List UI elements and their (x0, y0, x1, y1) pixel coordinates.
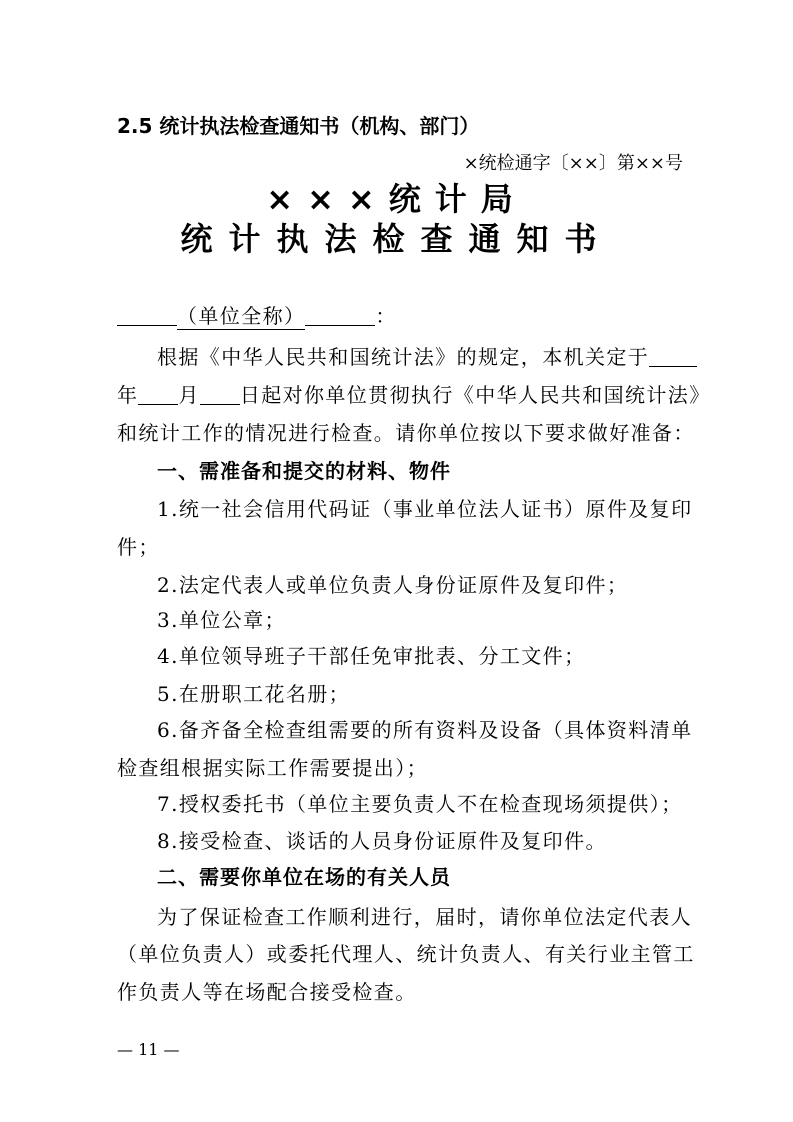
para1-text-a: 根据《中华人民共和国统计法》的规定，本机关定于 (157, 345, 650, 369)
para2-line1: 为了保证检查工作顺利进行，届时，请你单位法定代表人 (157, 905, 692, 929)
day-blank (200, 384, 240, 405)
list-item-6b: 检查组根据实际工作需要提出）； (117, 756, 428, 780)
addressee-colon: ： (375, 304, 397, 328)
para1-line1 (157, 341, 697, 370)
document-number: ×统检通字〔××〕第××号 (463, 153, 683, 174)
addressee-blank-left (117, 305, 177, 326)
addressee-placeholder: （单位全称） (177, 300, 305, 330)
para2-line3: 作负责人等在场配合接受检查。 (117, 980, 417, 1004)
addressee-blank-right (305, 305, 375, 326)
date-blank-day-start (649, 346, 697, 367)
list-item-4: 4.单位领导班子干部任免审批表、分工文件； (157, 644, 586, 668)
year-label: 年 (117, 383, 139, 407)
para1-line3: 和统计工作的情况进行检查。请你单位按以下要求做好准备： (117, 421, 695, 445)
list-item-1b: 件； (117, 535, 160, 559)
list-item-7: 7.授权委托书（单位主要负责人不在检查现场须提供）； (157, 792, 683, 816)
section-heading: 2.5 统计执法检查通知书（机构、部门） (117, 114, 480, 138)
para2-line2: （单位负责人）或委托代理人、统计负责人、有关行业主管工 (117, 942, 695, 966)
list-item-5: 5.在册职工花名册； (157, 682, 351, 706)
list-item-3: 3.单位公章； (157, 608, 286, 632)
month-blank (138, 384, 178, 405)
heading-personnel: 二、需要你单位在场的有关人员 (157, 865, 451, 889)
addressee-line (117, 300, 397, 330)
list-item-2: 2.法定代表人或单位负责人身份证原件及复印件； (157, 573, 629, 597)
list-item-1a: 1.统一社会信用代码证（事业单位法人证书）原件及复印 (157, 497, 693, 521)
issuing-authority-title: ×××统计局 (266, 180, 527, 218)
page-number: — 11 — (117, 1040, 180, 1059)
month-label: 月 (178, 383, 200, 407)
para1-text-b: 日起对你单位贯彻执行《中华人民共和国统计法》 (239, 383, 711, 407)
para1-line2 (117, 379, 711, 408)
notice-title: 统计执法检查通知书 (180, 220, 613, 258)
list-item-6a: 6.备齐备全检查组需要的所有资料及设备（具体资料清单 (157, 718, 693, 742)
heading-materials: 一、需准备和提交的材料、物件 (157, 459, 451, 483)
list-item-8: 8.接受检查、谈话的人员身份证原件及复印件。 (157, 829, 607, 853)
